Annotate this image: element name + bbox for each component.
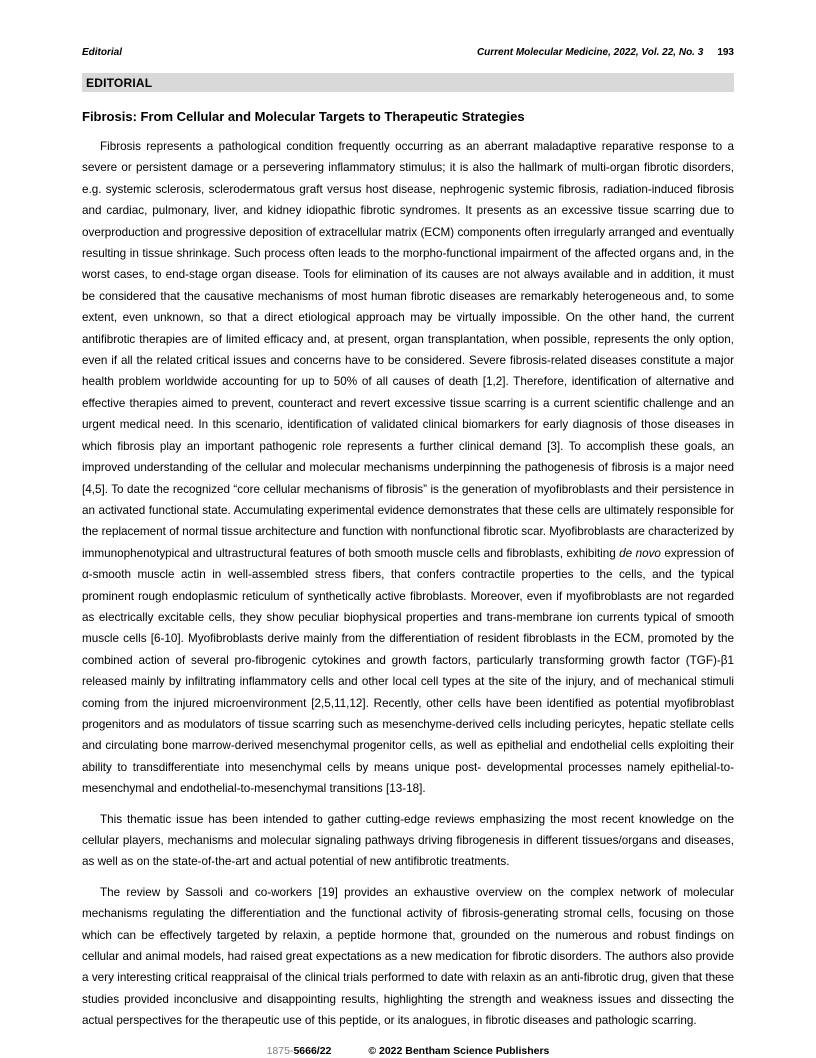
paragraph-review-sassoli: The review by Sassoli and co-workers [19] provides an exhaustive overview on the complex network of molecular mechanisms regulating the differentiation and the functional activity of fibrosis-generating stromal cells, focusing on those which can be effectively targeted by relaxin, a peptide hormone that, grounded on the numerous and robust findings on cellular and animal models, had raised great expectations as a new medication for fibrotic disorders. The authors also provide a very interesting critical reappraisal of the clinical trials performed to date with relaxin as an anti-fibrotic drug, given that these studies provided inconclusive and disappointing results, highlighting the strength and weakness issues and dissecting the actual perspectives for the therapeutic use of this peptide, or its analogues, in fibrotic diseases and pathologic scarring. [82,885,734,1028]
header-right-group [477,46,734,59]
section-banner: EDITORIAL [82,73,734,92]
copyright-notice: © 2022 Bentham Science Publishers [368,1044,550,1057]
issn-code [267,1045,332,1057]
paragraph-intro: Fibrosis represents a pathological condition frequently occurring as an aberrant maladaptive reparative response to a severe or persistent damage or a persevering inflammatory stimulus; it is also the hallmark of multi-organ fibrotic disorders, e.g. systemic sclerosis, sclerodermatous graft versus host disease, nephrogenic systemic fibrosis, radiation-induced fibrosis and cardiac, pulmonary, liver, and kidney idiopathic fibrotic syndromes. It presents as an excessive tissue scarring due to overproduction and progressive deposition of extracellular matrix (ECM) components often irregularly arranged and eventually resulting in tissue shrinkage. Such process often leads to the morpho-functional impairment of the affected organs and, in the worst cases, to end-stage organ disease. Tools for elimination of its causes are not always available and in addition, it must be considered that the causative mechanisms of most human fibrotic diseases are remarkably heterogeneous and, to some extent, even unknown, so that a direct etiological approach may be virtually impossible. On the other hand, the current antifibrotic therapies are of limited efficacy and, at present, organ transplantation, when possible, represents the only option, even if all the related critical issues and concerns have to be considered. Severe fibrosis-related diseases constitute a major health problem worldwide accounting for up to 50% of all causes of death [1,2]. Therefore, identification of alternative and effective therapies aimed to prevent, counteract and revert excessive tissue scarring is a current scientific challenge and an urgent medical need. In this scenario, identification of validated clinical biomarkers for early diagnosis of those diseases in which fibrosis play an important pathogenic role represents a further clinical demand [3]. To accomplish these goals, an improved understanding of the cellular and molecular mechanisms underpinning the pathogenesis of fibrosis is a major need [4,5]. To date the recognized “core cellular mechanisms of fibrosis” is the generation of myofibroblasts and their persistence in an activated functional state. Accumulating experimental evidence demonstrates that these cells are ultimately responsible for the replacement of normal tissue architecture and function with nonfunctional fibrotic scar. Myofibroblasts are characterized by immunophenotypical and ultrastructural features of both smooth muscle cells and fibroblasts, exhibiting de novo expression of α-smooth muscle actin in well-assembled stress fibers, that confers contractile properties to the cells, and the typical prominent rough endoplasmic reticulum of synthetically active fibroblasts. Moreover, even if myofibroblasts are not regarded as electrically excitable cells, they show peculiar biophysical properties and trans-membrane ion currents typical of smooth muscle cells [6-10]. Myofibroblasts derive mainly from the differentiation of resident fibroblasts in the ECM, promoted by the combined action of several pro-fibrogenic cytokines and growth factors, particularly transforming growth factor (TGF)-β1 released mainly by infiltrating inflammatory cells and other local cell types at the site of the injury, and of mechanical stimuli coming from the injured microenvironment [2,5,11,12]. Recently, other cells have been identified as potential myofibroblast progenitors and as modulators of tissue scarring such as mesenchyme-derived cells including pericytes, hepatic stellate cells and circulating bone marrow-derived mesenchymal progenitor cells, as well as epithelial and endothelial cells exploiting their ability to transdifferentiate into mesenchymal cells by means unique post- developmental processes namely epithelial-to-mesenchymal and endothelial-to-mesenchymal transitions [13-18]. [82,140,734,796]
issn-prefix: 1875- [266,1044,294,1057]
article-title: Fibrosis: From Cellular and Molecular Targets to Therapeutic Strategies [82,109,525,124]
running-head: Editorial [82,47,123,58]
page-header [82,46,734,59]
page-number: 193 [717,47,734,58]
journal-citation: Current Molecular Medicine, 2022, Vol. 22, No. 3 [476,47,704,58]
article-body [82,136,734,1032]
issn-suffix: 5666/22 [293,1044,332,1057]
paragraph-thematic-issue: This thematic issue has been intended to gather cutting-edge reviews emphasizing the most recent knowledge on the cellular players, mechanisms and molecular signaling pathways driving fibrogenesis in different tissues/organs and diseases, as well as on the state-of-the-art and actual potential of new antifibrotic treatments. [82,812,734,869]
